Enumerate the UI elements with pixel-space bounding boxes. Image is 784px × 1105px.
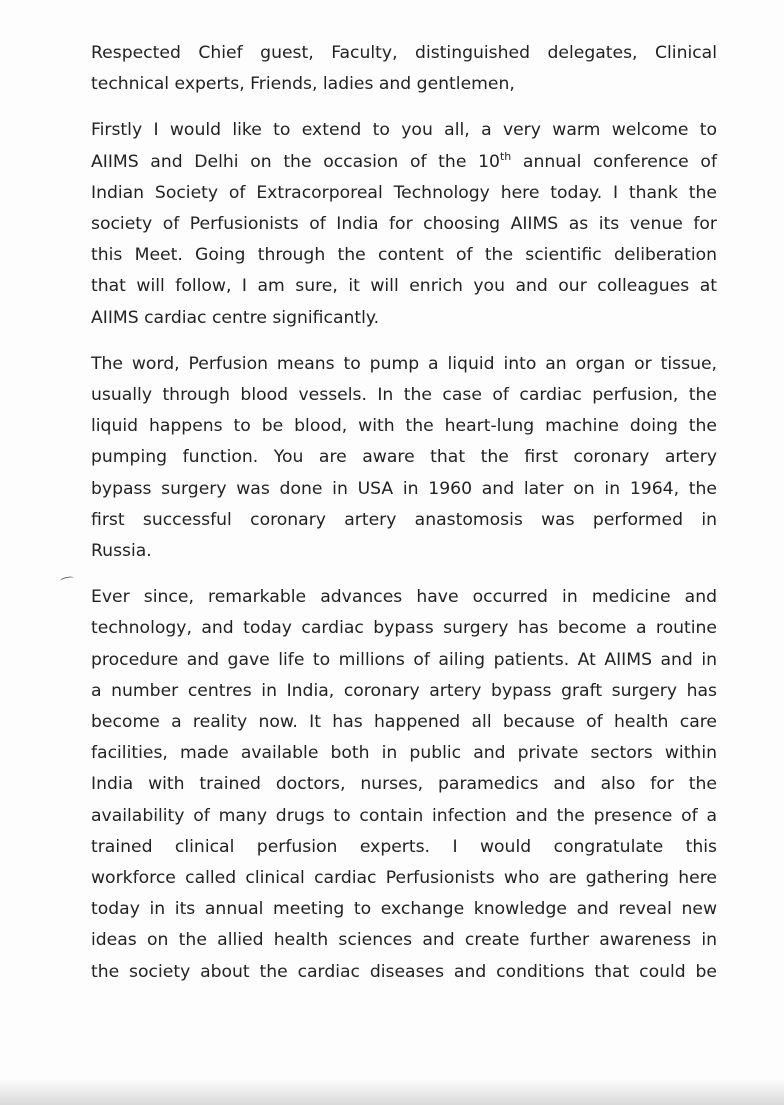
text-line: trained clinical perfusion experts. I would congratulate this (91, 836, 717, 857)
text-line: facilities, made available both in public and private sectors within (91, 743, 717, 764)
text-line: society of Perfusionists of India for choosing AIIMS as its venue for (91, 214, 717, 235)
text-line-with-superscript (91, 147, 717, 178)
text-fragment: AIIMS and Delhi on the occasion of the 10 (91, 151, 500, 172)
text-line: today in its annual meeting to exchange knowledge and reveal new (91, 899, 717, 920)
text-fragment: annual conference of (511, 151, 717, 172)
text-line: Firstly I would like to extend to you all, a very warm welcome to (91, 120, 717, 141)
text-line: this Meet. Going through the content of the scientific deliberation (91, 245, 717, 266)
text-line: become a reality now. It has happened all because of health care (91, 712, 717, 733)
text-line: Respected Chief guest, Faculty, distinguished delegates, Clinical (91, 43, 717, 63)
paragraph-welcome (91, 115, 717, 333)
text-line: Indian Society of Extracorporeal Technology here today. I thank the (91, 182, 717, 203)
text-line: availability of many drugs to contain infection and the presence of a (91, 805, 717, 826)
text-line: technical experts, Friends, ladies and gentlemen, (91, 74, 515, 95)
text-line: The word, Perfusion means to pump a liquid into an organ or tissue, (91, 353, 717, 374)
text-line: pumping function. You are aware that the first coronary artery (91, 447, 717, 468)
margin-pen-mark (60, 576, 75, 584)
text-line: the society about the cardiac diseases and conditions that could be (91, 961, 717, 982)
text-line: India with trained doctors, nurses, paramedics and also for the (91, 774, 717, 795)
text-line: a number centres in India, coronary artery bypass graft surgery has (91, 680, 717, 701)
text-line: AIIMS cardiac centre significantly. (91, 307, 380, 328)
text-line: workforce called clinical cardiac Perfusionists who are gathering here (91, 868, 717, 889)
text-line: bypass surgery was done in USA in 1960 and later on in 1964, the (91, 478, 717, 499)
ordinal-superscript: th (499, 149, 512, 163)
paragraph-perfusion-definition (91, 349, 717, 567)
text-line: first successful coronary artery anastomosis was performed in (91, 509, 717, 530)
text-line: procedure and gave life to millions of ailing patients. At AIIMS and in (91, 649, 717, 670)
text-line: usually through blood vessels. In the case of cardiac perfusion, the (91, 385, 717, 406)
scan-edge-shadow (0, 1079, 784, 1105)
text-line: technology, and today cardiac bypass surgery has become a routine (91, 618, 717, 639)
text-line: ideas on the allied health sciences and create further awareness in (91, 930, 717, 951)
text-line: that will follow, I am sure, it will enrich you and our colleagues at (91, 276, 717, 297)
text-line: liquid happens to be blood, with the heart-lung machine doing the (91, 416, 717, 437)
speech-text (91, 38, 717, 1003)
paragraph-advances (91, 582, 717, 988)
text-line: Ever since, remarkable advances have occurred in medicine and (91, 587, 717, 608)
paragraph-greeting (91, 38, 717, 100)
text-line: Russia. (91, 541, 152, 562)
